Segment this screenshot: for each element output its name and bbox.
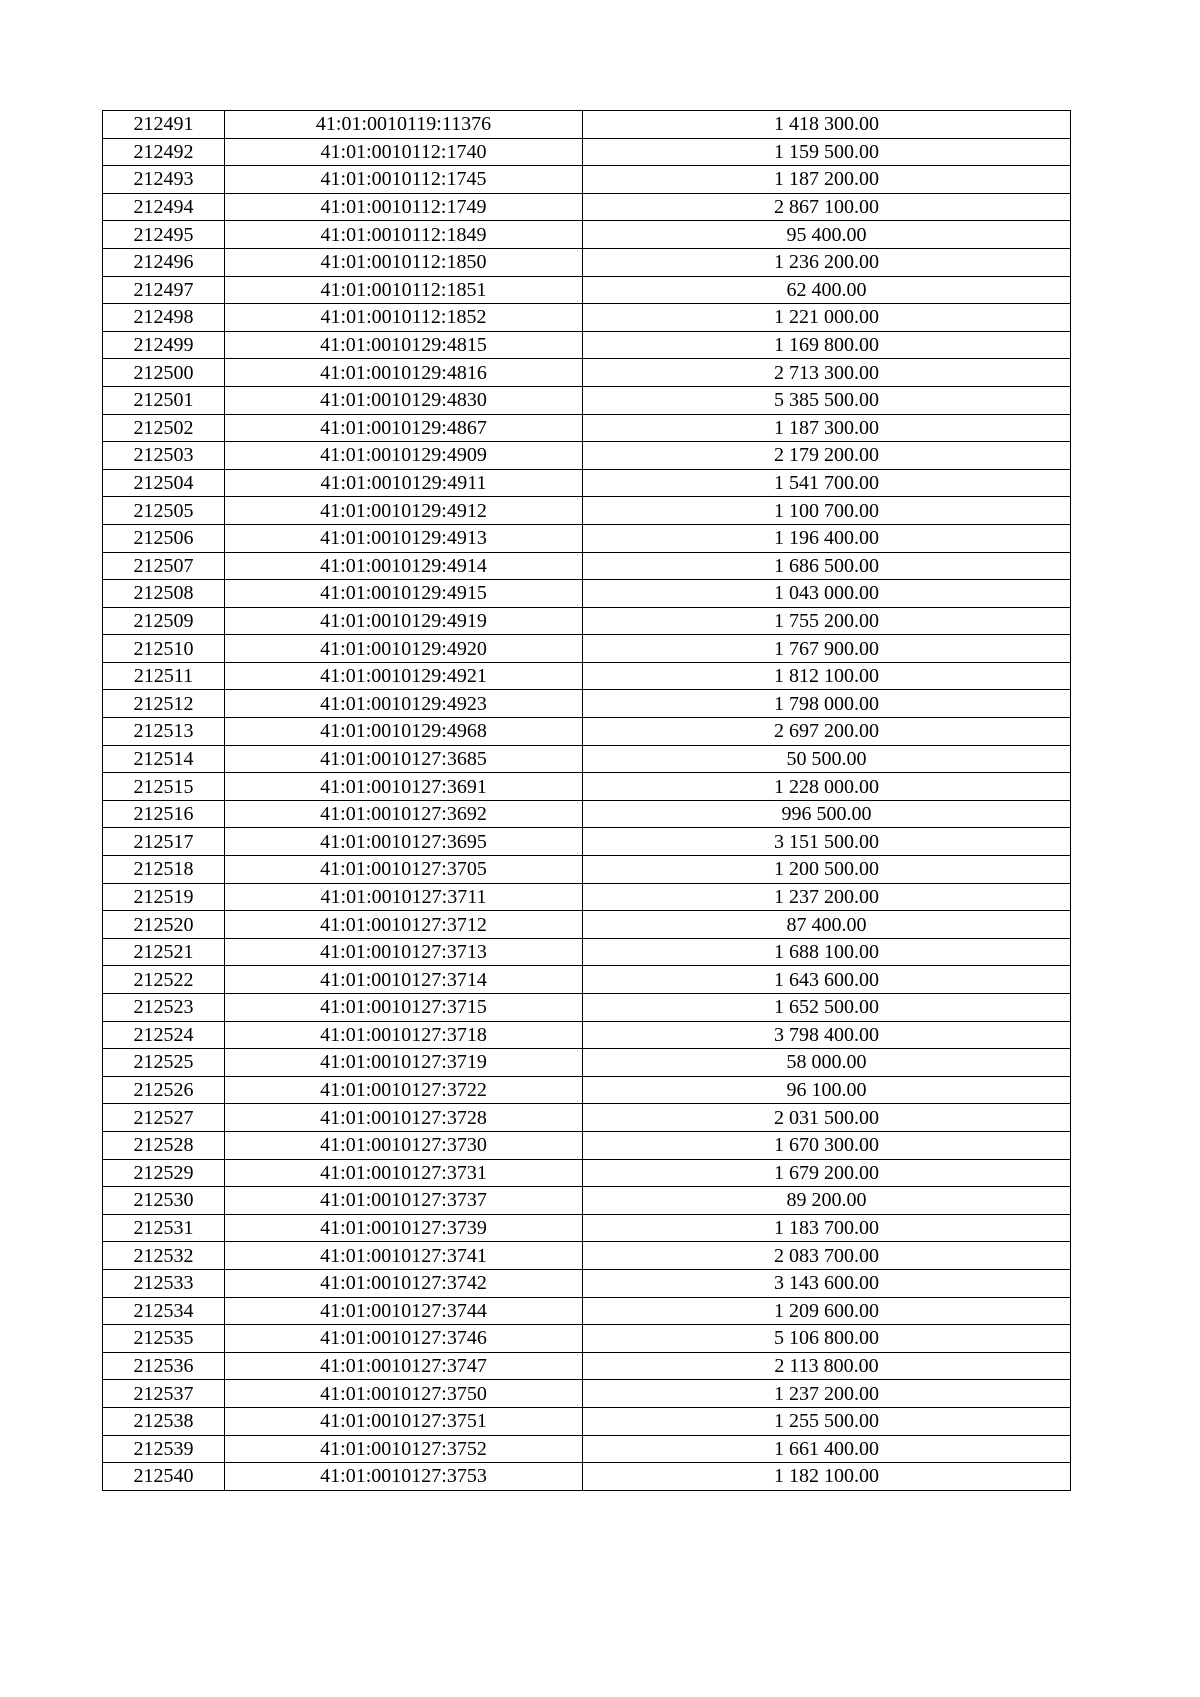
cadastral-value-cell: 5 385 500.00 bbox=[583, 386, 1071, 414]
row-number-cell: 212540 bbox=[103, 1463, 225, 1491]
cadastral-value-cell: 1 812 100.00 bbox=[583, 662, 1071, 690]
row-number-cell: 212539 bbox=[103, 1435, 225, 1463]
row-number-cell: 212491 bbox=[103, 111, 225, 139]
row-number-cell: 212532 bbox=[103, 1242, 225, 1270]
cadastral-value-cell: 1 221 000.00 bbox=[583, 304, 1071, 332]
cadastral-value-cell: 1 182 100.00 bbox=[583, 1463, 1071, 1491]
cadastral-value-cell: 2 697 200.00 bbox=[583, 718, 1071, 746]
row-number-cell: 212500 bbox=[103, 359, 225, 387]
cadastral-number-cell: 41:01:0010112:1851 bbox=[225, 276, 583, 304]
cadastral-number-cell: 41:01:0010127:3722 bbox=[225, 1076, 583, 1104]
cadastral-value-cell: 58 000.00 bbox=[583, 1049, 1071, 1077]
cadastral-value-cell: 96 100.00 bbox=[583, 1076, 1071, 1104]
table-row bbox=[103, 1352, 1071, 1380]
row-number-cell: 212505 bbox=[103, 497, 225, 525]
cadastral-number-cell: 41:01:0010129:4921 bbox=[225, 662, 583, 690]
row-number-cell: 212520 bbox=[103, 911, 225, 939]
row-number-cell: 212498 bbox=[103, 304, 225, 332]
cadastral-number-cell: 41:01:0010129:4920 bbox=[225, 635, 583, 663]
table-row bbox=[103, 580, 1071, 608]
row-number-cell: 212535 bbox=[103, 1325, 225, 1353]
cadastral-value-cell: 1 643 600.00 bbox=[583, 966, 1071, 994]
row-number-cell: 212492 bbox=[103, 138, 225, 166]
table-row bbox=[103, 1435, 1071, 1463]
cadastral-number-cell: 41:01:0010127:3719 bbox=[225, 1049, 583, 1077]
cadastral-value-cell: 1 237 200.00 bbox=[583, 883, 1071, 911]
cadastral-value-cell: 1 755 200.00 bbox=[583, 607, 1071, 635]
cadastral-value-cell: 1 255 500.00 bbox=[583, 1407, 1071, 1435]
cadastral-number-cell: 41:01:0010129:4923 bbox=[225, 690, 583, 718]
cadastral-number-cell: 41:01:0010112:1849 bbox=[225, 221, 583, 249]
row-number-cell: 212499 bbox=[103, 331, 225, 359]
cadastral-number-cell: 41:01:0010127:3746 bbox=[225, 1325, 583, 1353]
row-number-cell: 212507 bbox=[103, 552, 225, 580]
cadastral-number-cell: 41:01:0010112:1745 bbox=[225, 166, 583, 194]
table-row bbox=[103, 911, 1071, 939]
cadastral-value-cell: 1 196 400.00 bbox=[583, 524, 1071, 552]
table-row bbox=[103, 469, 1071, 497]
cadastral-value-cell: 1 652 500.00 bbox=[583, 994, 1071, 1022]
row-number-cell: 212493 bbox=[103, 166, 225, 194]
cadastral-value-cell: 1 686 500.00 bbox=[583, 552, 1071, 580]
table-row bbox=[103, 1214, 1071, 1242]
row-number-cell: 212495 bbox=[103, 221, 225, 249]
table-row bbox=[103, 607, 1071, 635]
cadastral-value-cell: 5 106 800.00 bbox=[583, 1325, 1071, 1353]
cadastral-value-cell: 1 228 000.00 bbox=[583, 773, 1071, 801]
cadastral-number-cell: 41:01:0010129:4867 bbox=[225, 414, 583, 442]
table-row bbox=[103, 1021, 1071, 1049]
table-row bbox=[103, 1269, 1071, 1297]
cadastral-value-cell: 1 541 700.00 bbox=[583, 469, 1071, 497]
cadastral-number-cell: 41:01:0010127:3728 bbox=[225, 1104, 583, 1132]
cadastral-number-cell: 41:01:0010129:4912 bbox=[225, 497, 583, 525]
table-row bbox=[103, 1407, 1071, 1435]
table-row bbox=[103, 442, 1071, 470]
cadastral-value-cell: 2 083 700.00 bbox=[583, 1242, 1071, 1270]
cadastral-number-cell: 41:01:0010127:3737 bbox=[225, 1187, 583, 1215]
row-number-cell: 212517 bbox=[103, 828, 225, 856]
cadastral-value-cell: 1 670 300.00 bbox=[583, 1131, 1071, 1159]
row-number-cell: 212526 bbox=[103, 1076, 225, 1104]
table-row bbox=[103, 359, 1071, 387]
cadastral-number-cell: 41:01:0010129:4919 bbox=[225, 607, 583, 635]
cadastral-number-cell: 41:01:0010129:4815 bbox=[225, 331, 583, 359]
cadastral-number-cell: 41:01:0010129:4968 bbox=[225, 718, 583, 746]
cadastral-value-cell: 1 187 300.00 bbox=[583, 414, 1071, 442]
cadastral-number-cell: 41:01:0010127:3741 bbox=[225, 1242, 583, 1270]
row-number-cell: 212521 bbox=[103, 938, 225, 966]
cadastral-value-cell: 89 200.00 bbox=[583, 1187, 1071, 1215]
cadastral-value-cell: 1 798 000.00 bbox=[583, 690, 1071, 718]
cadastral-number-cell: 41:01:0010127:3714 bbox=[225, 966, 583, 994]
table-row bbox=[103, 1159, 1071, 1187]
cadastral-value-cell: 1 200 500.00 bbox=[583, 856, 1071, 884]
table-row bbox=[103, 1297, 1071, 1325]
cadastral-value-cell: 1 043 000.00 bbox=[583, 580, 1071, 608]
row-number-cell: 212510 bbox=[103, 635, 225, 663]
cadastral-number-cell: 41:01:0010127:3747 bbox=[225, 1352, 583, 1380]
row-number-cell: 212514 bbox=[103, 745, 225, 773]
cadastral-number-cell: 41:01:0010112:1850 bbox=[225, 248, 583, 276]
cadastral-value-table bbox=[102, 110, 1071, 1491]
table-row bbox=[103, 773, 1071, 801]
cadastral-number-cell: 41:01:0010129:4830 bbox=[225, 386, 583, 414]
row-number-cell: 212509 bbox=[103, 607, 225, 635]
cadastral-number-cell: 41:01:0010129:4816 bbox=[225, 359, 583, 387]
row-number-cell: 212537 bbox=[103, 1380, 225, 1408]
row-number-cell: 212524 bbox=[103, 1021, 225, 1049]
row-number-cell: 212528 bbox=[103, 1131, 225, 1159]
table-row bbox=[103, 718, 1071, 746]
table-row bbox=[103, 1131, 1071, 1159]
cadastral-value-cell: 1 237 200.00 bbox=[583, 1380, 1071, 1408]
cadastral-value-cell: 87 400.00 bbox=[583, 911, 1071, 939]
cadastral-value-cell: 1 187 200.00 bbox=[583, 166, 1071, 194]
table-row bbox=[103, 552, 1071, 580]
row-number-cell: 212504 bbox=[103, 469, 225, 497]
cadastral-number-cell: 41:01:0010127:3739 bbox=[225, 1214, 583, 1242]
cadastral-number-cell: 41:01:0010127:3712 bbox=[225, 911, 583, 939]
row-number-cell: 212502 bbox=[103, 414, 225, 442]
row-number-cell: 212516 bbox=[103, 800, 225, 828]
cadastral-number-cell: 41:01:0010112:1740 bbox=[225, 138, 583, 166]
cadastral-number-cell: 41:01:0010129:4915 bbox=[225, 580, 583, 608]
cadastral-value-cell: 1 183 700.00 bbox=[583, 1214, 1071, 1242]
table-row bbox=[103, 193, 1071, 221]
cadastral-number-cell: 41:01:0010127:3691 bbox=[225, 773, 583, 801]
cadastral-value-cell: 3 151 500.00 bbox=[583, 828, 1071, 856]
cadastral-number-cell: 41:01:0010127:3751 bbox=[225, 1407, 583, 1435]
cadastral-value-cell: 2 179 200.00 bbox=[583, 442, 1071, 470]
table-row bbox=[103, 662, 1071, 690]
cadastral-number-cell: 41:01:0010112:1749 bbox=[225, 193, 583, 221]
row-number-cell: 212527 bbox=[103, 1104, 225, 1132]
cadastral-number-cell: 41:01:0010127:3711 bbox=[225, 883, 583, 911]
cadastral-number-cell: 41:01:0010127:3692 bbox=[225, 800, 583, 828]
row-number-cell: 212513 bbox=[103, 718, 225, 746]
table-row bbox=[103, 331, 1071, 359]
cadastral-number-cell: 41:01:0010127:3742 bbox=[225, 1269, 583, 1297]
cadastral-number-cell: 41:01:0010112:1852 bbox=[225, 304, 583, 332]
row-number-cell: 212533 bbox=[103, 1269, 225, 1297]
cadastral-value-cell: 62 400.00 bbox=[583, 276, 1071, 304]
cadastral-value-cell: 3 143 600.00 bbox=[583, 1269, 1071, 1297]
cadastral-value-cell: 95 400.00 bbox=[583, 221, 1071, 249]
cadastral-value-cell: 1 767 900.00 bbox=[583, 635, 1071, 663]
row-number-cell: 212534 bbox=[103, 1297, 225, 1325]
table-row bbox=[103, 166, 1071, 194]
table-row bbox=[103, 1104, 1071, 1132]
row-number-cell: 212496 bbox=[103, 248, 225, 276]
row-number-cell: 212519 bbox=[103, 883, 225, 911]
cadastral-value-cell: 2 031 500.00 bbox=[583, 1104, 1071, 1132]
cadastral-number-cell: 41:01:0010129:4914 bbox=[225, 552, 583, 580]
table-row bbox=[103, 856, 1071, 884]
row-number-cell: 212523 bbox=[103, 994, 225, 1022]
cadastral-number-cell: 41:01:0010127:3718 bbox=[225, 1021, 583, 1049]
cadastral-number-cell: 41:01:0010129:4909 bbox=[225, 442, 583, 470]
row-number-cell: 212494 bbox=[103, 193, 225, 221]
table-row bbox=[103, 800, 1071, 828]
table-row bbox=[103, 248, 1071, 276]
cadastral-number-cell: 41:01:0010129:4911 bbox=[225, 469, 583, 497]
table-row bbox=[103, 497, 1071, 525]
table-row bbox=[103, 138, 1071, 166]
cadastral-value-cell: 996 500.00 bbox=[583, 800, 1071, 828]
table-row bbox=[103, 111, 1071, 139]
cadastral-value-cell: 1 169 800.00 bbox=[583, 331, 1071, 359]
table-row bbox=[103, 414, 1071, 442]
table-row bbox=[103, 524, 1071, 552]
table-row bbox=[103, 1380, 1071, 1408]
cadastral-number-cell: 41:01:0010119:11376 bbox=[225, 111, 583, 139]
cadastral-number-cell: 41:01:0010127:3750 bbox=[225, 1380, 583, 1408]
cadastral-value-cell: 2 113 800.00 bbox=[583, 1352, 1071, 1380]
cadastral-number-cell: 41:01:0010127:3753 bbox=[225, 1463, 583, 1491]
row-number-cell: 212501 bbox=[103, 386, 225, 414]
cadastral-value-cell: 3 798 400.00 bbox=[583, 1021, 1071, 1049]
cadastral-number-cell: 41:01:0010127:3752 bbox=[225, 1435, 583, 1463]
row-number-cell: 212497 bbox=[103, 276, 225, 304]
cadastral-value-cell: 2 713 300.00 bbox=[583, 359, 1071, 387]
table-row bbox=[103, 304, 1071, 332]
table-row bbox=[103, 1242, 1071, 1270]
cadastral-number-cell: 41:01:0010127:3685 bbox=[225, 745, 583, 773]
table-row bbox=[103, 690, 1071, 718]
cadastral-number-cell: 41:01:0010127:3695 bbox=[225, 828, 583, 856]
table-row bbox=[103, 1187, 1071, 1215]
table-row bbox=[103, 635, 1071, 663]
cadastral-value-cell: 1 236 200.00 bbox=[583, 248, 1071, 276]
cadastral-number-cell: 41:01:0010127:3744 bbox=[225, 1297, 583, 1325]
row-number-cell: 212511 bbox=[103, 662, 225, 690]
row-number-cell: 212525 bbox=[103, 1049, 225, 1077]
cadastral-number-cell: 41:01:0010127:3731 bbox=[225, 1159, 583, 1187]
table-row bbox=[103, 276, 1071, 304]
cadastral-value-cell: 1 688 100.00 bbox=[583, 938, 1071, 966]
table-row bbox=[103, 994, 1071, 1022]
table-row bbox=[103, 1076, 1071, 1104]
table-row bbox=[103, 883, 1071, 911]
cadastral-value-cell: 1 679 200.00 bbox=[583, 1159, 1071, 1187]
table-body bbox=[103, 111, 1071, 1491]
table-row bbox=[103, 1463, 1071, 1491]
cadastral-number-cell: 41:01:0010127:3715 bbox=[225, 994, 583, 1022]
row-number-cell: 212522 bbox=[103, 966, 225, 994]
cadastral-number-cell: 41:01:0010127:3730 bbox=[225, 1131, 583, 1159]
cadastral-value-cell: 1 661 400.00 bbox=[583, 1435, 1071, 1463]
table-row bbox=[103, 386, 1071, 414]
table-row bbox=[103, 221, 1071, 249]
row-number-cell: 212506 bbox=[103, 524, 225, 552]
table-row bbox=[103, 938, 1071, 966]
cadastral-value-cell: 1 418 300.00 bbox=[583, 111, 1071, 139]
row-number-cell: 212515 bbox=[103, 773, 225, 801]
table-row bbox=[103, 966, 1071, 994]
cadastral-value-cell: 1 159 500.00 bbox=[583, 138, 1071, 166]
row-number-cell: 212530 bbox=[103, 1187, 225, 1215]
row-number-cell: 212536 bbox=[103, 1352, 225, 1380]
row-number-cell: 212518 bbox=[103, 856, 225, 884]
table-row bbox=[103, 745, 1071, 773]
cadastral-value-cell: 2 867 100.00 bbox=[583, 193, 1071, 221]
cadastral-number-cell: 41:01:0010129:4913 bbox=[225, 524, 583, 552]
cadastral-value-cell: 1 100 700.00 bbox=[583, 497, 1071, 525]
cadastral-value-cell: 1 209 600.00 bbox=[583, 1297, 1071, 1325]
row-number-cell: 212538 bbox=[103, 1407, 225, 1435]
row-number-cell: 212512 bbox=[103, 690, 225, 718]
row-number-cell: 212503 bbox=[103, 442, 225, 470]
table-row bbox=[103, 1325, 1071, 1353]
row-number-cell: 212531 bbox=[103, 1214, 225, 1242]
table-row bbox=[103, 828, 1071, 856]
cadastral-value-cell: 50 500.00 bbox=[583, 745, 1071, 773]
row-number-cell: 212508 bbox=[103, 580, 225, 608]
cadastral-number-cell: 41:01:0010127:3705 bbox=[225, 856, 583, 884]
table-row bbox=[103, 1049, 1071, 1077]
cadastral-number-cell: 41:01:0010127:3713 bbox=[225, 938, 583, 966]
row-number-cell: 212529 bbox=[103, 1159, 225, 1187]
